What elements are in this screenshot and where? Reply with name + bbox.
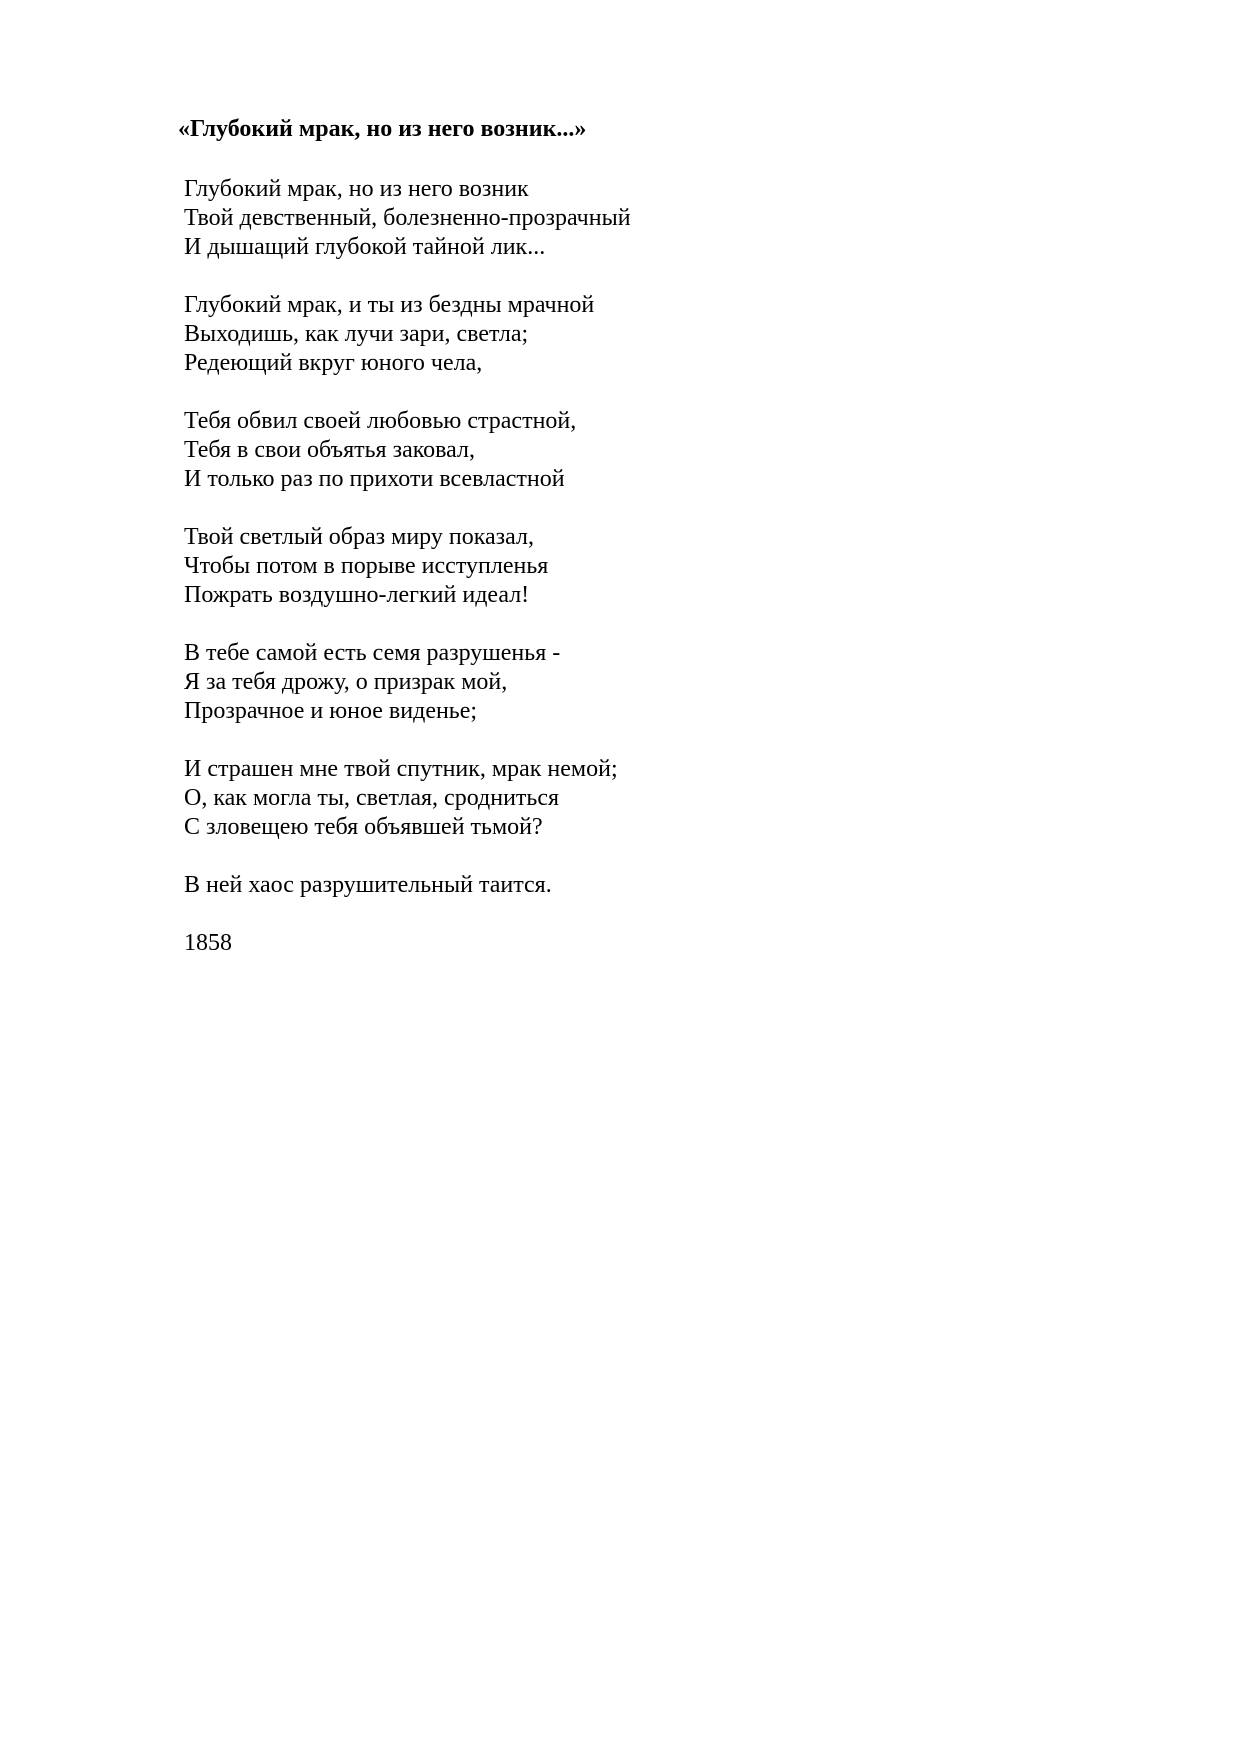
stanza-3 xyxy=(184,407,631,494)
poem-line: В ней хаос разрушительный таится. xyxy=(184,872,552,898)
poem-body xyxy=(184,175,631,958)
poem-line: Глубокий мрак, и ты из бездны мрачной xyxy=(184,292,595,318)
poem-line: Я за тебя дрожу, о призрак мой, xyxy=(184,669,508,695)
stanza-6 xyxy=(184,755,631,842)
poem-line: Пожрать воздушно-легкий идеал! xyxy=(184,582,530,608)
stanza-2 xyxy=(184,291,631,378)
poem-line: Твой девственный, болезненно-прозрачный xyxy=(184,205,631,231)
stanza-7 xyxy=(184,871,631,900)
poem-line: И только раз по прихоти всевластной xyxy=(184,466,565,492)
stanza-1 xyxy=(184,175,631,262)
poem-title: «Глубокий мрак, но из него возник...» xyxy=(178,116,587,142)
poem-line: В тебе самой есть семя разрушенья - xyxy=(184,640,561,666)
poem-line: И дышащий глубокой тайной лик... xyxy=(184,234,546,260)
poem-year: 1858 xyxy=(184,930,232,956)
poem-line: Прозрачное и юное виденье; xyxy=(184,698,478,724)
poem-line: Глубокий мрак, но из него возник xyxy=(184,176,529,202)
stanza-4 xyxy=(184,523,631,610)
stanza-5 xyxy=(184,639,631,726)
poem-line: Твой светлый образ миру показал, xyxy=(184,524,534,550)
poem-line: Выходишь, как лучи зари, светла; xyxy=(184,321,529,347)
poem-line: Тебя обвил своей любовью страстной, xyxy=(184,408,577,434)
poem-line: Тебя в свои объятья заковал, xyxy=(184,437,476,463)
poem-line: О, как могла ты, светлая, сродниться xyxy=(184,785,560,811)
poem-line: Редеющий вкруг юного чела, xyxy=(184,350,483,376)
poem-line: С зловещею тебя объявшей тьмой? xyxy=(184,814,543,840)
poem-line: Чтобы потом в порыве исступленья xyxy=(184,553,549,579)
poem-line: И страшен мне твой спутник, мрак немой; xyxy=(184,756,618,782)
